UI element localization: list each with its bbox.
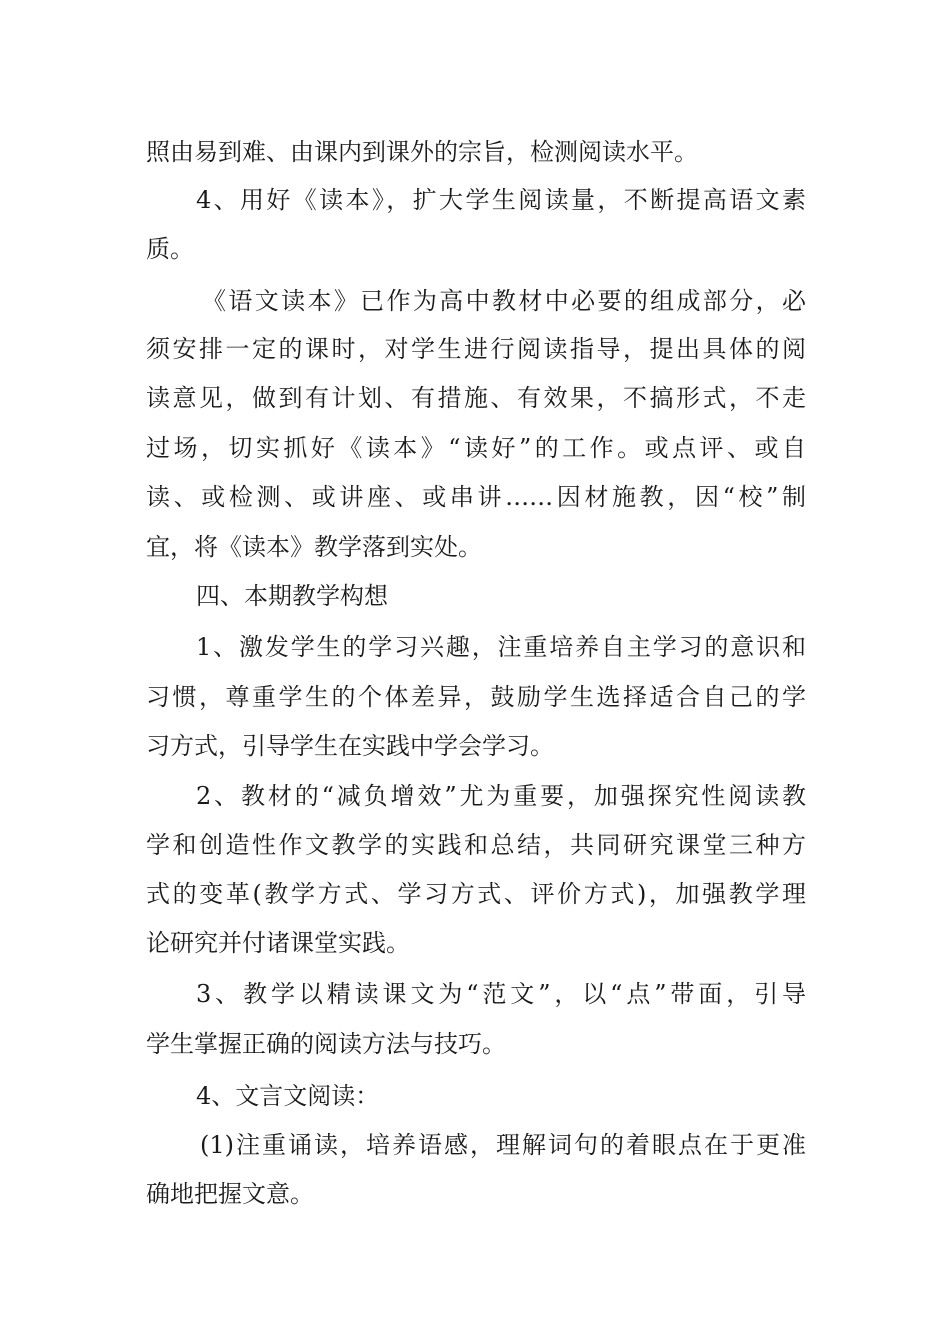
- text-line: 照由易到难、由课内到课外的宗旨，检测阅读水平。: [146, 138, 698, 166]
- text-line: 《语文读本》已作为高中教材中必要的组成部分，必: [202, 287, 806, 315]
- text-line: 学和创造性作文教学的实践和总结，共同研究课堂三种方: [146, 831, 806, 859]
- text-line: 须安排一定的课时，对学生进行阅读指导，提出具体的阅: [146, 335, 806, 363]
- text-line: 2、教材的“减负增效”尤为重要，加强探究性阅读教: [196, 782, 806, 810]
- text-line: 式的变革(教学方式、学习方式、评价方式)，加强教学理: [146, 880, 806, 908]
- text-line: 读意见，做到有计划、有措施、有效果，不搞形式，不走: [146, 384, 806, 412]
- section-heading: 四、本期教学构想: [196, 582, 388, 610]
- text-line: 3、教学以精读课文为“范文”，以“点”带面，引导: [196, 980, 806, 1008]
- text-line: 1、激发学生的学习兴趣，注重培养自主学习的意识和: [196, 633, 806, 661]
- text-line: 4、文言文阅读：: [196, 1082, 380, 1110]
- text-line: 质。: [146, 235, 194, 263]
- text-line: 读、或检测、或讲座、或串讲……因材施教，因“校”制: [146, 483, 806, 511]
- text-line: 确地把握文意。: [146, 1180, 314, 1208]
- text-line: 宜，将《读本》教学落到实处。: [146, 533, 482, 561]
- text-line: (1)注重诵读，培养语感，理解词句的着眼点在于更准: [200, 1131, 806, 1159]
- text-line: 习惯，尊重学生的个体差异，鼓励学生选择适合自己的学: [146, 683, 806, 711]
- text-line: 论研究并付诸课堂实践。: [146, 929, 410, 957]
- text-line: 习方式，引导学生在实践中学会学习。: [146, 732, 554, 760]
- text-line: 4、用好《读本》，扩大学生阅读量，不断提高语文素: [196, 186, 806, 214]
- text-line: 过场，切实抓好《读本》“读好”的工作。或点评、或自: [146, 434, 806, 462]
- text-line: 学生掌握正确的阅读方法与技巧。: [146, 1030, 506, 1058]
